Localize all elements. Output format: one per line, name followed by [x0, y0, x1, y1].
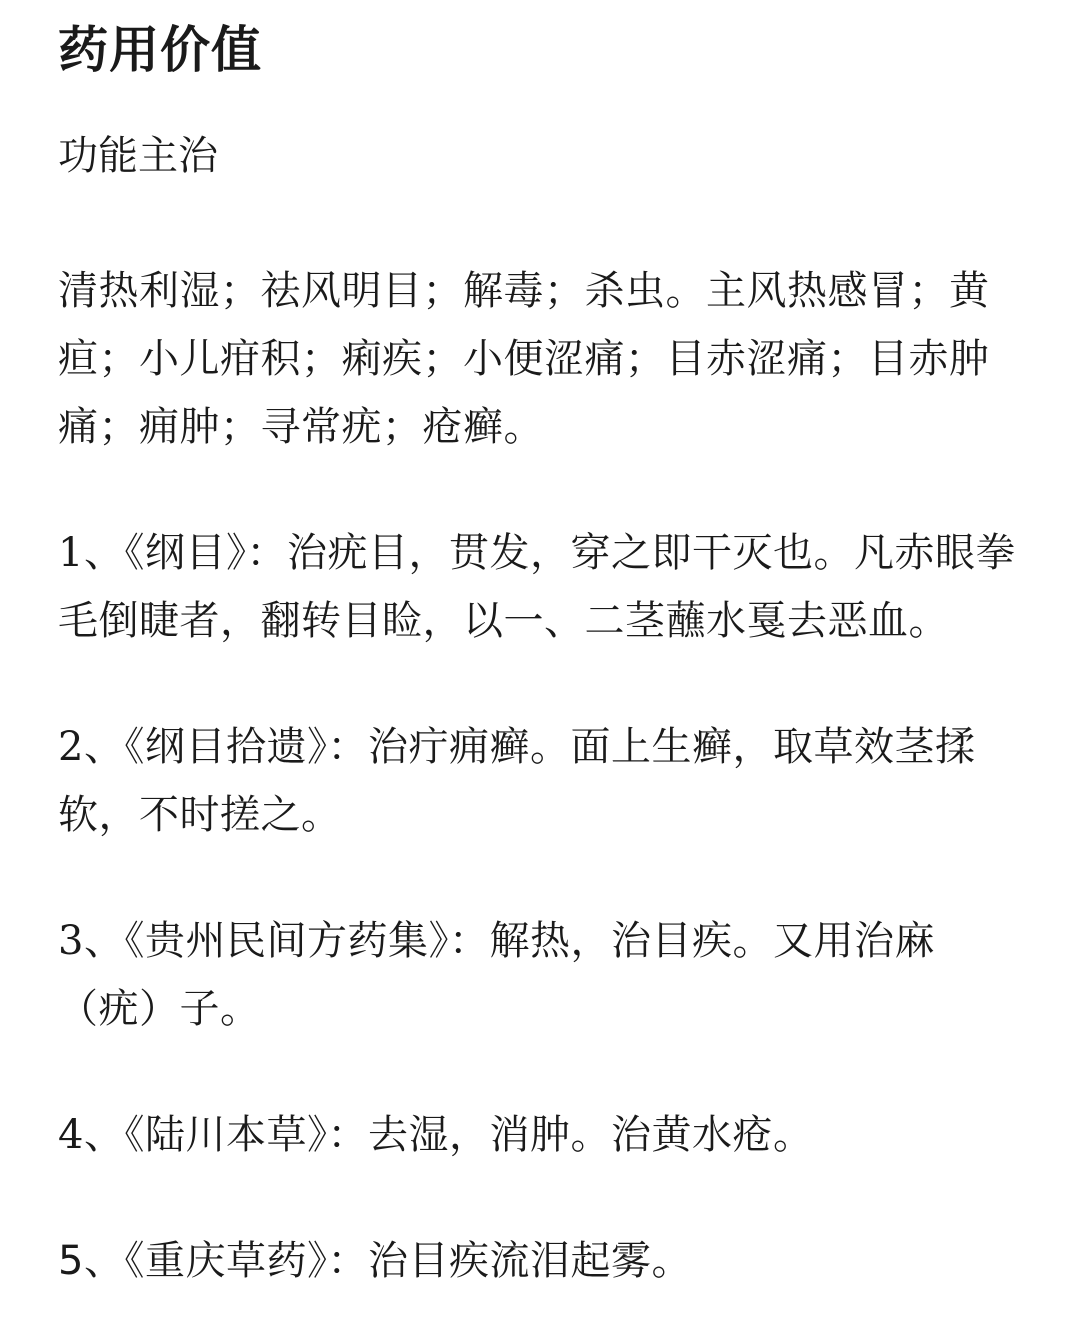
reference-text: 、《重庆草药》：治目疾流泪起雾。	[83, 1238, 692, 1284]
reference-number: 1	[58, 530, 84, 576]
reference-text: 、《陆川本草》：去湿，消肿。治黄水疮。	[83, 1112, 814, 1158]
reference-text: 、《纲目拾遗》：治疔痈癣。面上生癣，取草效茎揉软，不时搓之。	[58, 724, 976, 838]
reference-item-5	[58, 1227, 1020, 1295]
section-heading: 功能主治	[58, 133, 218, 179]
reference-text: 、《贵州民间方药集》：解热，治目疾。又用治麻（疣）子。	[58, 918, 935, 1032]
reference-item-2	[58, 713, 1020, 849]
reference-item-4	[58, 1101, 1020, 1169]
reference-text: 、《纲目》：治疣目，贯发，穿之即干灭也。凡赤眼拳毛倒睫者，翻转目睑，以一、二茎蘸水戛去恶血。	[58, 530, 1016, 644]
indications-paragraph: 清热利湿；祛风明目；解毒；杀虫。主风热感冒；黄疸；小儿疳积；痢疾；小便涩痛；目赤涩痛；目赤肿痛；痈肿；寻常疣；疮癣。	[58, 268, 990, 450]
reference-number: 5	[58, 1238, 84, 1284]
reference-number: 4	[58, 1112, 84, 1158]
reference-number: 3	[58, 918, 84, 964]
reference-item-1	[58, 519, 1020, 655]
page-title: 药用价值	[58, 21, 262, 79]
reference-item-3	[58, 907, 1020, 1043]
reference-number: 2	[58, 724, 84, 770]
